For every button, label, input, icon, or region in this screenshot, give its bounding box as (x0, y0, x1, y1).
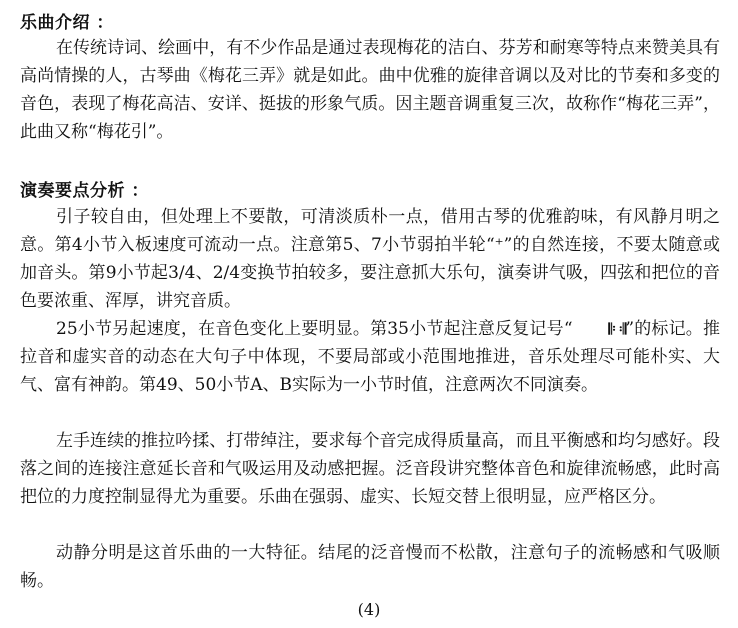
repeat-sign-icon: 𝄆 𝄇 (608, 320, 626, 338)
analysis-paragraph-2-start: 25小节另起速度，在音色变化上要明显。第35小节起注意反复记号“ (56, 319, 573, 339)
page-number: (4) (357, 600, 381, 619)
analysis-paragraph-3: 左手连续的推拉吟揉、打带绰注，要求每个音完成得质量高，而且平衡感和均匀感好。段落之间的连接注意延长音和气吸运用及动感把握。泛音段讲究整体音色和旋律流畅感，此时高把位的力度控制显得尤为重要。乐曲在强弱、虚实、长短交替上很明显，应严格区分。 (20, 431, 720, 507)
analysis-paragraph-2 (20, 315, 720, 399)
analysis-heading: 演奏要点分析 ： (20, 181, 149, 201)
analysis-paragraph-4: 动静分明是这首乐曲的一大特征。结尾的泛音慢而不松散，注意句子的流畅感和气吸顺畅。 (20, 543, 720, 591)
analysis-paragraph-1: 引子较自由，但处理上不要散，可清淡质朴一点，借用古琴的优雅韵味，有风静月明之意。第4小节入板速度可流动一点。注意第5、7小节弱拍半轮“⁺”的自然连接，不要太随意或加音头。第9小节起3/4、2/4变换节拍较多，要注意抓大乐句，演奏讲气吸，四弦和把位的音色要浓重、浑厚，讲究音质。 (20, 207, 720, 311)
analysis-paragraph-2-end: ”的标记。推拉音和虚实音的动态在大句子中体现，不要局部或小范围地推进，音乐处理尽可能朴实、大气、富有神韵。第49、50小节A、B实际为一小节时值，注意两次不同演奏。 (20, 319, 720, 395)
intro-paragraph: 在传统诗词、绘画中，有不少作品是通过表现梅花的洁白、芬芳和耐寒等特点来赞美具有高尚情操的人，古琴曲《梅花三弄》就是如此。曲中优雅的旋律音调以及对比的节奏和多变的音色，表现了梅花高洁、安详、挺拔的形象气质。因主题音调重复三次，故称作“梅花三弄”，此曲又称“梅花引”。 (20, 38, 720, 142)
intro-heading: 乐曲介绍 ： (20, 13, 114, 33)
